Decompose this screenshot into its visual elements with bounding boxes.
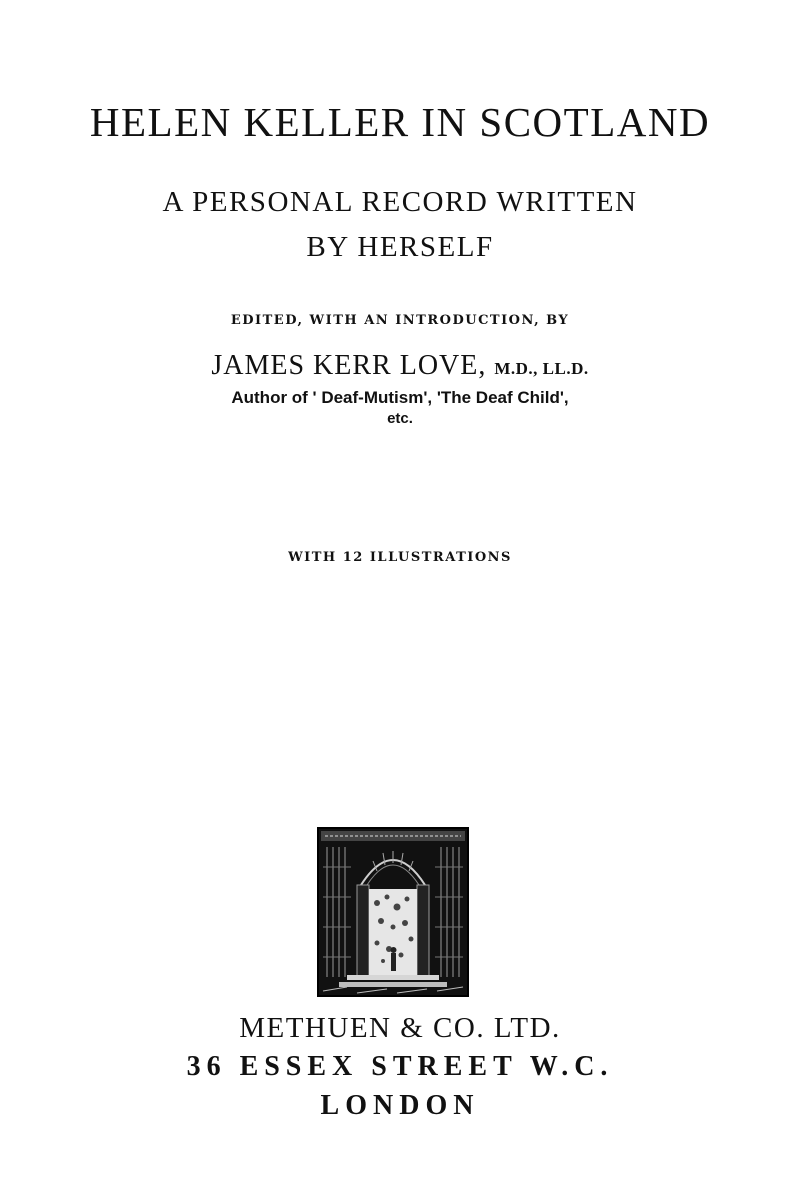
book-title: HELEN KELLER IN SCOTLAND bbox=[89, 99, 711, 145]
illustrations-note: WITH 12 ILLUSTRATIONS bbox=[288, 550, 512, 565]
edited-by-line: EDITED, WITH AN INTRODUCTION, BY bbox=[230, 313, 570, 328]
publisher-device-woodcut bbox=[317, 827, 469, 997]
editor-works-line-2: etc. bbox=[387, 410, 413, 427]
editor-line bbox=[0, 350, 800, 382]
editor-works-line-1: Author of ' Deaf-Mutism', 'The Deaf Child', bbox=[231, 388, 569, 407]
publisher-city: LONDON bbox=[320, 1090, 480, 1121]
publisher-address: 36 ESSEX STREET W.C. bbox=[186, 1051, 614, 1082]
subtitle-line-1: A PERSONAL RECORD WRITTEN bbox=[162, 186, 638, 218]
editor-qualifications: M.D., LL.D. bbox=[494, 359, 589, 378]
subtitle-line-2: BY HERSELF bbox=[306, 231, 494, 263]
publisher-name: METHUEN & CO. LTD. bbox=[239, 1012, 561, 1044]
editor-name: JAMES KERR LOVE, bbox=[211, 350, 487, 381]
